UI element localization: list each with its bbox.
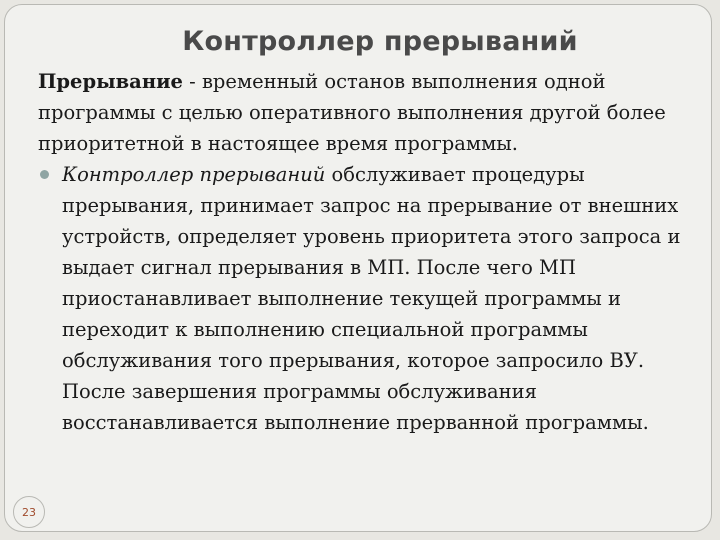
slide-title: Контроллер прерываний xyxy=(182,26,578,57)
intro-term: Прерывание xyxy=(38,70,183,93)
bullet-paragraph xyxy=(62,159,710,438)
bullet-term: Контроллер прерываний xyxy=(62,163,326,186)
intro-definition: - временный останов выполнения одной программы с целью оперативного выполнения другой более приоритетной в настоящее время программы. xyxy=(38,70,666,155)
bullet-body: обслуживает процедуры прерывания, принимает запрос на прерывание от внешних устройств, определяет уровень приоритета этого запроса и выдает сигнал прерывания в МП. После чего МП приостанавливает выполнение текущей программы и переходит к выполнению специальной программы обслуживания того прерывания, которое запросило ВУ. После завершения программы обслуживания восстанавливается выполнение прерванной программы. xyxy=(62,163,681,434)
bullet-icon xyxy=(40,170,49,179)
page-number: 23 xyxy=(13,496,45,528)
intro-paragraph xyxy=(38,66,710,159)
